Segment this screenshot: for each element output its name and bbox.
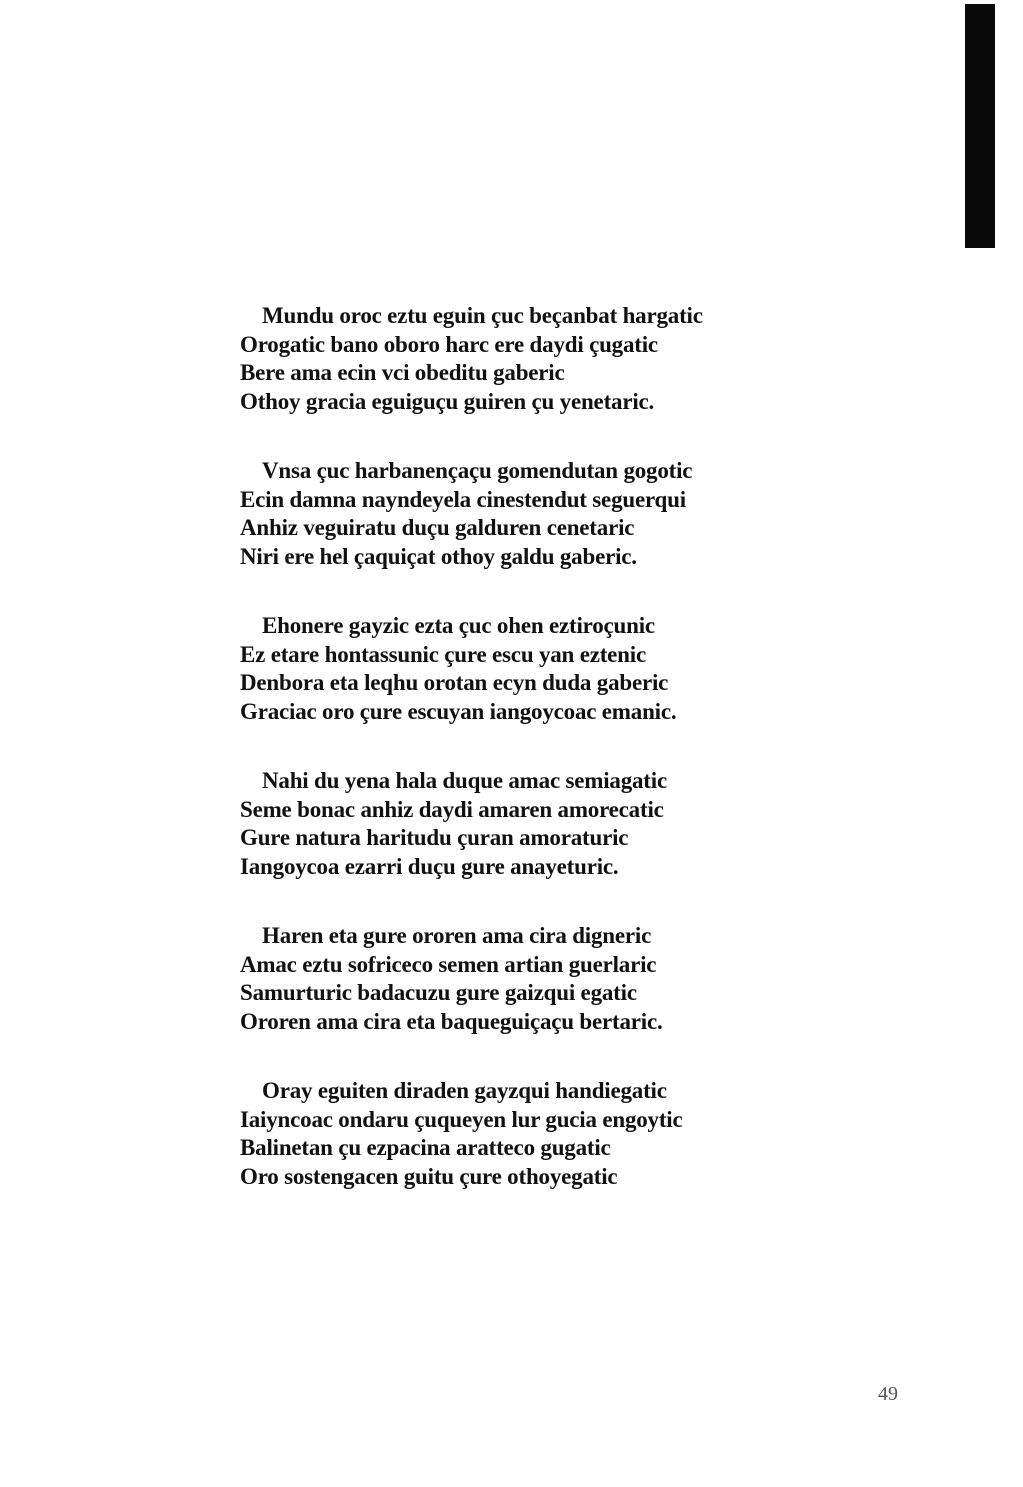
verse-line: Graciac oro çure escuyan iangoycoac emanic. <box>240 698 677 724</box>
verse-line: Iaiyncoac ondaru çuqueyen lur gucia engoytic <box>240 1106 683 1132</box>
verse-line: Oray eguiten diraden gayzqui handiegatic <box>262 1078 667 1103</box>
stanza-2 <box>240 457 780 571</box>
verse-line: Nahi du yena hala duque amac semiagatic <box>262 768 667 793</box>
stanza-3 <box>240 612 780 726</box>
verse-line: Balinetan çu ezpacina aratteco gugatic <box>240 1135 611 1160</box>
verse-line: Gure natura haritudu çuran amoraturic <box>240 825 629 850</box>
verse-line: Oro sostengacen guitu çure othoyegatic <box>240 1163 618 1189</box>
verse-line: Ehonere gayzic ezta çuc ohen eztiroçunic <box>262 613 655 638</box>
poem-text <box>240 302 780 1232</box>
stanza-1 <box>240 302 780 416</box>
verse-line: Ecin damna nayndeyela cinestendut seguerqui <box>240 486 686 512</box>
page-number: 49 <box>878 1383 898 1405</box>
stanza-4 <box>240 767 780 881</box>
verse-line: Vnsa çuc harbanençaçu gomendutan gogotic <box>262 458 693 483</box>
verse-line: Denbora eta leqhu orotan ecyn duda gaberic <box>240 670 669 695</box>
verse-line: Othoy gracia eguiguçu guiren çu yenetaric. <box>240 388 655 414</box>
verse-line: Iangoycoa ezarri duçu gure anayeturic. <box>240 853 619 879</box>
verse-line: Anhiz veguiratu duçu galduren cenetaric <box>240 515 635 540</box>
stanza-5 <box>240 922 780 1036</box>
verse-line: Amac eztu sofriceco semen artian guerlaric <box>240 951 657 977</box>
verse-line: Ez etare hontassunic çure escu yan eztenic <box>240 641 646 667</box>
verse-line: Haren eta gure ororen ama cira digneric <box>262 923 652 948</box>
verse-line: Niri ere hel çaquiçat othoy galdu gaberic. <box>240 543 637 569</box>
verse-line: Orogatic bano oboro harc ere daydi çugatic <box>240 331 658 357</box>
verse-line: Bere ama ecin vci obeditu gaberic <box>240 360 565 385</box>
page-edge-mark <box>965 4 995 248</box>
verse-line: Seme bonac anhiz daydi amaren amorecatic <box>240 796 664 822</box>
verse-line: Samurturic badacuzu gure gaizqui egatic <box>240 980 637 1005</box>
verse-line: Mundu oroc eztu eguin çuc beçanbat hargatic <box>262 303 703 328</box>
verse-line: Ororen ama cira eta baqueguiçaçu bertaric. <box>240 1008 663 1034</box>
stanza-6 <box>240 1077 780 1191</box>
